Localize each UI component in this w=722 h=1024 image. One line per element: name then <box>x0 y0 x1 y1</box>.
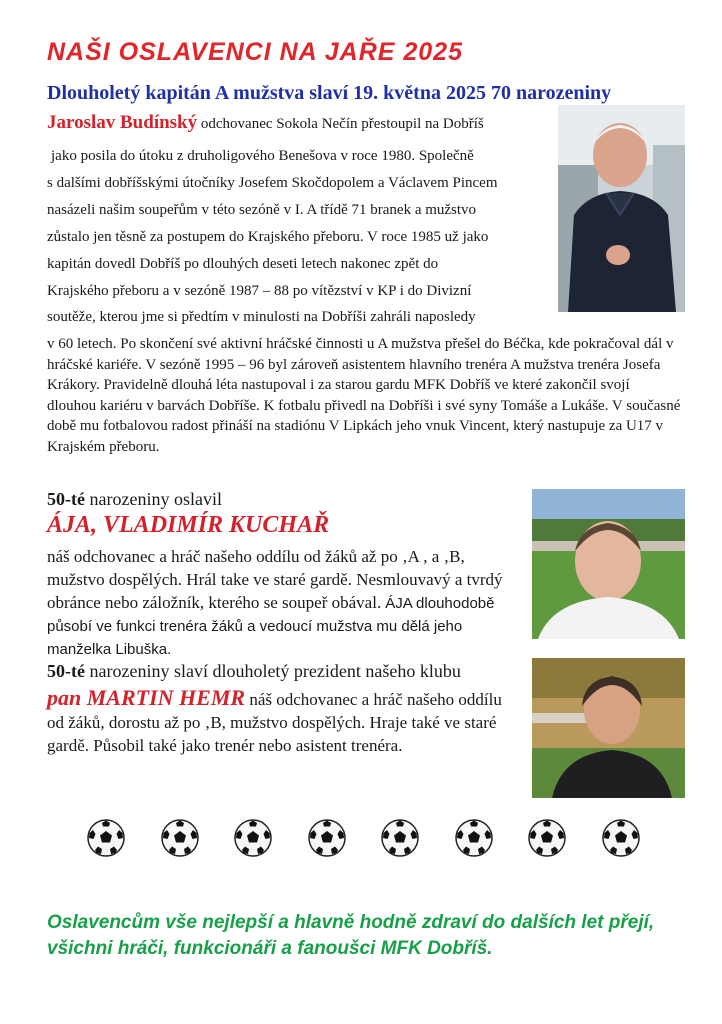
hemr-name: pan MARTIN HEMR <box>47 685 246 710</box>
budinsky-line: zůstalo jen těsně za postupem do Krajského přeboru. V roce 1985 už jako <box>47 229 489 245</box>
soccer-ball-icon <box>160 818 200 858</box>
soccer-ball-icon <box>380 818 420 858</box>
budinsky-line: s dalšími dobříšskými útočníky Josefem Skočdopolem a Václavem Pincem <box>47 175 498 191</box>
budinsky-first-line <box>47 113 484 134</box>
budinsky-line: kapitán dovedl Dobříš po dlouhých deseti letech nakonec zpět do <box>47 256 439 272</box>
soccer-ball-icon <box>527 818 567 858</box>
soccer-ball-icon <box>601 818 641 858</box>
kuchar-heading-rest: narozeniny oslavil <box>84 489 222 509</box>
budinsky-line: Krajského přeboru a v sezóně 1987 – 88 po vítězství v KP i do Divizní <box>47 283 472 299</box>
budinsky-line: soutěže, kterou jme si předtím v minulosti na Dobříši zahráli naposledy <box>47 309 476 325</box>
soccer-ball-icon <box>86 818 126 858</box>
footer-wishes: Oslavencům vše nejlepší a hlavně hodně zdraví do dalších let přejí, všichni hráči, funkcionáři a fanoušci MFK Dobříš. <box>47 912 655 959</box>
budinsky-name: Jaroslav Budínský <box>47 112 198 133</box>
hemr-heading-rest: narozeniny slaví dlouholetý prezident našeho klubu <box>84 661 461 681</box>
hemr-heading <box>47 661 461 682</box>
soccer-ball-row <box>86 818 646 860</box>
hemr-heading-bold: 50-té <box>47 661 85 681</box>
soccer-ball-icon <box>307 818 347 858</box>
hemr-photo <box>532 658 685 798</box>
soccer-ball-icon <box>454 818 494 858</box>
kuchar-text-sans: ÁJA dlouhodobě působí ve funkci trenéra žáků a vedoucí mužstva mu dělá jeho manželka Libuška. <box>47 595 495 658</box>
page-subtitle: Dlouholetý kapitán A mužstva slaví 19. května 2025 70 narozeniny <box>47 82 612 104</box>
budinsky-line: jako posila do útoku z druholigového Benešova v roce 1980. Společně <box>51 148 474 164</box>
budinsky-line: odchovanec Sokola Nečín přestoupil na Dobříš <box>200 116 484 132</box>
kuchar-heading <box>47 489 222 510</box>
page-title: NAŠI OSLAVENCI NA JAŘE 2025 <box>47 38 463 66</box>
hemr-text-body: náš odchovanec a hráč našeho oddílu od žáků, dorostu až po ‚B, mužstvo dospělých. Hraje také ve staré gardě. Působil také jako trenér nebo asistent trenéra. <box>47 690 502 755</box>
soccer-ball-icon <box>233 818 273 858</box>
kuchar-photo <box>532 489 685 639</box>
kuchar-text <box>47 545 519 661</box>
budinsky-paragraph: v 60 letech. Po skončení své aktivní hráčské činnosti u A mužstva přešel do Béčka, kde pokračoval dál v hráčské kariéře. V sezóně 1995 – 96 byl zároveň asistentem hlavního trenéra A mužstva trenéra Josefa Krákory. Pravidelně dlouhá léta nastupoval i za starou gardu MFK Dobříš ve které zakončil svojí dlouhou kariéru v barvách Dobříše. K fotbalu přivedl na Dobříši i své syny Tomáše a Lukáše. V současné době mu fotbalovou radost přináší na stadiónu V Lipkách jeho vnuk Vincent, který nastupuje za U17 v Krajském přeboru. <box>47 336 681 455</box>
budinsky-photo <box>558 105 685 312</box>
kuchar-name: ÁJA, VLADIMÍR KUCHAŘ <box>47 512 330 538</box>
hemr-text <box>47 686 519 757</box>
budinsky-line: nasázeli našim soupeřům v této sezóně v I. A třídě 71 branek a mužstvo <box>47 202 477 218</box>
kuchar-text-serif: náš odchovanec a hráč našeho oddílu od žáků až po ‚A , a ‚B, mužstvo dospělých. Hrál take ve staré gardě. Nesmlouvavý a tvrdý obránce nebo záložník, kterého se soupeř obával. <box>47 547 503 612</box>
kuchar-heading-bold: 50-té <box>47 489 85 509</box>
